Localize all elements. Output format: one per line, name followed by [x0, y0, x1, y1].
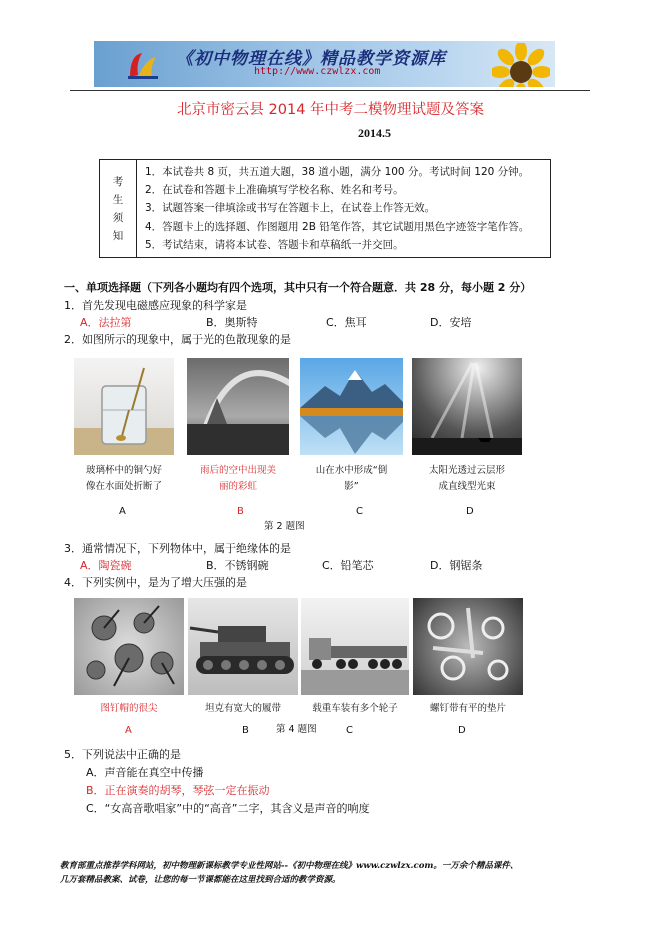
- q3-option-b: B．不锈钢碗: [206, 559, 269, 572]
- q5-option-a: A．声音能在真空中传播: [86, 766, 204, 779]
- q3-stem: 3．通常情况下，下列物体中，属于绝缘体的是: [64, 542, 291, 555]
- q4-label-d: D: [458, 725, 466, 736]
- q2-caption-line: 像在水面处折断了: [85, 481, 162, 492]
- header-banner: [94, 41, 555, 87]
- q4-photo-tank: [188, 598, 298, 695]
- notice-header: [100, 160, 137, 258]
- notice-item: 3．试题答案一律填涂或书写在答题卡上，在试卷上作答无效。: [145, 202, 436, 215]
- q2-caption-line: 丽的彩虹: [218, 481, 257, 492]
- notice-header-char: 生: [112, 193, 124, 206]
- notice-item: 2．在试卷和答题卡上准确填写学校名称、姓名和考号。: [145, 184, 404, 197]
- q2-caption-line: 影”: [344, 481, 359, 492]
- q4-caption-b: 坦克有宽大的履带: [204, 703, 281, 714]
- q2-photo-spoon-glass: [74, 358, 174, 455]
- notice-header-char: 知: [112, 229, 124, 242]
- q2-photo-mountain-reflection: [300, 358, 403, 455]
- site-logo-icon: [126, 49, 160, 81]
- q4-photo-truck: [301, 598, 409, 695]
- q4-photo-screws-washers: [413, 598, 523, 695]
- q5-stem: 5．下列说法中正确的是: [64, 748, 181, 761]
- q1-stem: 1．首先发现电磁感应现象的科学家是: [64, 299, 247, 312]
- footer-line: 几万套精品教案、试卷，让您的每一节课都能在这里找到合适的教学资源。: [60, 875, 341, 885]
- q4-caption-a: 图钉帽的很尖: [100, 703, 158, 714]
- notice-header-char: 须: [112, 211, 124, 224]
- banner-url[interactable]: http://www.czwlzx.com: [254, 66, 381, 77]
- notice-header-char: 考: [112, 175, 124, 188]
- q4-label-a: A: [125, 725, 132, 736]
- q2-caption-line: 玻璃杯中的铜勺好: [85, 465, 162, 476]
- q4-photo-thumbtacks: [74, 598, 184, 695]
- q1-option-d: D．安培: [430, 316, 472, 329]
- q2-label-d: D: [466, 506, 474, 517]
- q2-caption-line: 山在水中形成“倒: [315, 465, 388, 476]
- q1-option-c: C．焦耳: [326, 316, 367, 329]
- q2-photo-sunbeams: [412, 358, 522, 455]
- q5-option-c: C．“女高音歌唱家”中的“高音”二字，其含义是声音的响度: [86, 802, 370, 815]
- q5-option-b: B．正在演奏的胡琴，琴弦一定在振动: [86, 784, 270, 797]
- q2-photo-rainbow: [187, 358, 289, 455]
- document-date: 2014.5: [358, 126, 391, 140]
- q2-stem: 2．如图所示的现象中，属于光的色散现象的是: [64, 333, 291, 346]
- q2-caption-line: 成直线型光束: [438, 481, 496, 492]
- q4-label-c: C: [346, 725, 353, 736]
- banner-title: 《初中物理在线》精品教学资源库: [176, 49, 446, 69]
- notice-item: 5．考试结束，请将本试卷、答题卡和草稿纸一并交回。: [145, 238, 404, 251]
- q2-figure-caption: 第 2 题图: [264, 521, 305, 532]
- q1-option-b: B．奥斯特: [206, 316, 258, 329]
- sunflower-icon: [492, 43, 550, 87]
- footer-line: 教育部重点推荐学科网站，初中物理新课标教学专业性网站--《初中物理在线》www.czwlzx.com。一万余个精品课件、: [60, 861, 519, 871]
- notice-item: 4．答题卡上的选择题、作图题用 2B 铅笔作答，其它试题用黑色字迹签字笔作答。: [145, 220, 530, 233]
- notice-item: 1．本试卷共 8 页，共五道大题，38 道小题，满分 100 分。考试时间 120 分钟。: [145, 166, 530, 178]
- q2-caption-b: [187, 463, 289, 495]
- q1-option-a: A．法拉第: [80, 316, 132, 329]
- q2-label-c: C: [356, 506, 363, 517]
- q2-label-b: B: [237, 506, 244, 517]
- q2-caption-line: 雨后的空中出现美: [199, 465, 276, 476]
- q3-option-a: A．陶瓷碗: [80, 559, 132, 572]
- page-footer: [60, 859, 620, 887]
- section-heading: 一、单项选择题（下列各小题均有四个选项，其中只有一个符合题意．共 28 分，每小题 2 分）: [64, 281, 532, 294]
- exam-notice-table: [99, 159, 551, 258]
- q4-caption-d: 螺钉带有平的垫片: [429, 703, 506, 714]
- q4-label-b: B: [242, 725, 249, 736]
- header-rule: [70, 90, 590, 91]
- q2-caption-d: [412, 463, 522, 495]
- q2-label-a: A: [119, 506, 126, 517]
- document-title: 北京市密云县 2014 年中考二模物理试题及答案: [176, 102, 485, 118]
- q2-caption-a: [74, 463, 174, 495]
- q4-figure-caption: 第 4 题图: [276, 724, 317, 735]
- notice-list: [137, 160, 551, 258]
- q4-caption-c: 载重车装有多个轮子: [312, 703, 398, 714]
- q3-option-d: D．钢锯条: [430, 559, 483, 572]
- q3-option-c: C．铅笔芯: [322, 559, 374, 572]
- q2-caption-c: [300, 463, 403, 495]
- q4-stem: 4．下列实例中，是为了增大压强的是: [64, 576, 247, 589]
- q2-caption-line: 太阳光透过云层形: [428, 465, 505, 476]
